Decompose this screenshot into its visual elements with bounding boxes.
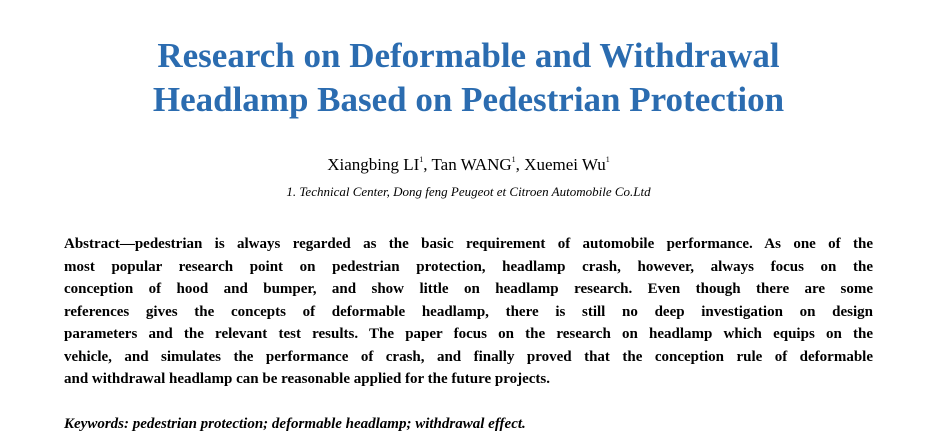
author-separator: , — [423, 155, 432, 174]
affiliation: 1. Technical Center, Dong feng Peugeot et Citroen Automobile Co.Ltd — [286, 184, 651, 199]
author-affiliation-mark: 1 — [605, 155, 610, 164]
abstract-line — [64, 233, 873, 256]
author-affiliation-mark: 1 — [511, 155, 516, 164]
author-name: Tan WANG — [431, 155, 512, 174]
author-list — [0, 155, 937, 175]
keywords: Keywords: pedestrian protection; deformable headlamp; withdrawal effect. — [64, 416, 526, 432]
paper-title-line-2: Headlamp Based on Pedestrian Protection — [152, 80, 785, 119]
author-name: Xuemei Wu — [524, 155, 606, 174]
abstract-line: and withdrawal headlamp can be reasonable applied for the future projects. — [64, 371, 550, 387]
paper-title — [0, 34, 937, 122]
abstract-line: parameters and the relevant test results. The paper focus on the research on headlamp which equips on the — [64, 326, 873, 342]
abstract-line: conception of hood and bumper, and show little on headlamp research. Even though there are some — [64, 281, 873, 297]
paper-title-line-1: Research on Deformable and Withdrawal — [157, 36, 780, 75]
abstract-label: Abstract — [64, 236, 120, 252]
abstract-line: vehicle, and simulates the performance of crash, and finally proved that the conception rule of deformable — [64, 348, 873, 365]
author-affiliation-mark: 1 — [419, 155, 424, 164]
abstract-dash: — — [119, 236, 135, 252]
abstract — [64, 233, 873, 391]
author-separator: , — [515, 155, 525, 174]
abstract-line: most popular research point on pedestrian protection, headlamp crash, however, always focus on the — [64, 258, 873, 275]
author-name: Xiangbing LI — [327, 155, 420, 174]
abstract-line-text: pedestrian is always regarded as the basic requirement of automobile performance. As one of the — [134, 236, 873, 252]
abstract-line: references gives the concepts of deformable headlamp, there is still no deep investigation on design — [64, 303, 873, 320]
